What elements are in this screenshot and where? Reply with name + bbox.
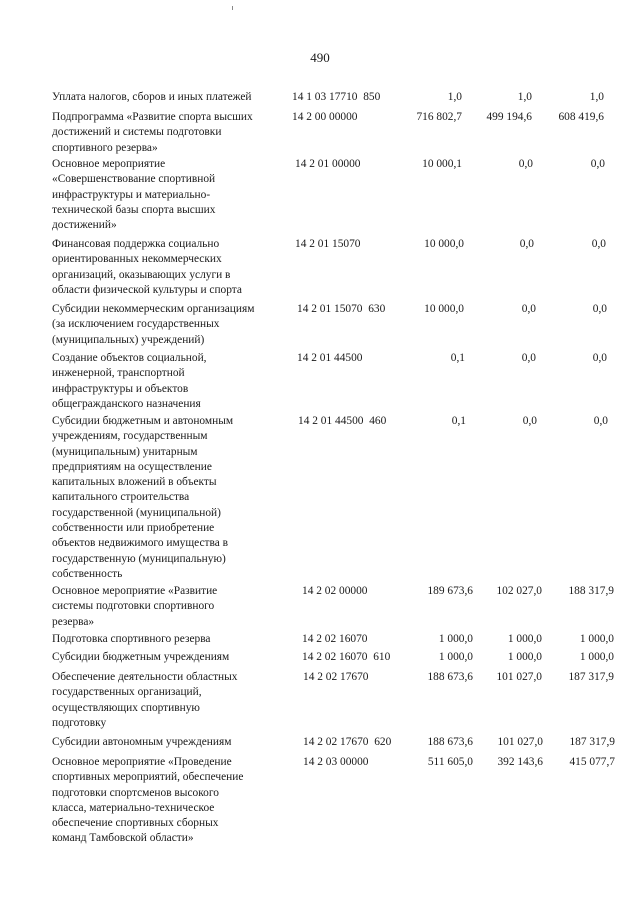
row-value-3: 0,0 (590, 158, 605, 170)
row-value-3: 0,0 (592, 352, 607, 364)
row-code: 14 2 01 15070 (295, 238, 361, 250)
row-value-2: 101 027,0 (496, 671, 542, 683)
row-value-1: 716 802,7 (416, 111, 462, 123)
row-value-2: 0,0 (519, 238, 534, 250)
row-value-3: 1,0 (589, 91, 604, 103)
row-name: Субсидии бюджетным учреждениям (52, 651, 230, 663)
row-value-2: 1,0 (517, 91, 532, 103)
row-value-1: 10 000,0 (424, 303, 464, 315)
row-code: 14 2 01 44500 460 (298, 415, 387, 427)
row-name: Субсидии автономным учреждениям (52, 736, 232, 748)
row-name: Подготовка спортивного резерва (52, 633, 211, 645)
row-code: 14 1 03 17710 850 (292, 91, 381, 103)
row-name: Обеспечение деятельности областных государственных организаций, осуществляющих спортивную подготовку (52, 671, 238, 729)
row-value-1: 10 000,1 (422, 158, 462, 170)
row-name: Уплата налогов, сборов и иных платежей (52, 91, 252, 103)
row-value-1: 0,1 (451, 415, 466, 427)
page-number: 490 (310, 50, 330, 65)
row-value-1: 1 000,0 (438, 633, 473, 645)
row-code: 14 2 02 17670 (303, 671, 369, 683)
row-value-2: 1 000,0 (507, 633, 542, 645)
row-name: Подпрограмма «Развитие спорта высших достижений и системы подготовки спортивного резерва» (52, 111, 253, 154)
row-value-3: 0,0 (591, 238, 606, 250)
row-value-2: 101 027,0 (497, 736, 543, 748)
row-value-2: 0,0 (522, 415, 537, 427)
row-code: 14 2 00 00000 (292, 111, 358, 123)
row-value-3: 187 317,9 (568, 671, 614, 683)
row-value-2: 0,0 (521, 303, 536, 315)
row-value-3: 608 419,6 (558, 111, 604, 123)
row-name: Основное мероприятие «Развитие системы подготовки спортивного резерва» (52, 585, 218, 628)
row-value-3: 1 000,0 (579, 651, 614, 663)
row-code: 14 2 01 15070 630 (297, 303, 386, 315)
row-value-3: 188 317,9 (568, 585, 614, 597)
row-value-3: 415 077,7 (569, 756, 615, 768)
row-value-1: 0,1 (450, 352, 465, 364)
row-code: 14 2 01 44500 (297, 352, 363, 364)
row-value-2: 0,0 (518, 158, 533, 170)
row-value-2: 499 194,6 (486, 111, 532, 123)
row-code: 14 2 02 17670 620 (303, 736, 392, 748)
row-value-3: 187 317,9 (569, 736, 615, 748)
row-name: Создание объектов социальной, инженерной, транспортной инфраструктуры и объектов общегражданского назначения (52, 352, 207, 410)
row-value-1: 1 000,0 (438, 651, 473, 663)
row-value-3: 1 000,0 (579, 633, 614, 645)
row-value-1: 189 673,6 (427, 585, 473, 597)
row-name: Финансовая поддержка социально ориентированных некоммерческих организаций, оказывающих услуги в области физической культуры и спорта (52, 238, 242, 296)
row-value-2: 102 027,0 (496, 585, 542, 597)
row-value-1: 188 673,6 (427, 671, 473, 683)
row-code: 14 2 02 16070 610 (302, 651, 391, 663)
row-name: Основное мероприятие «Совершенствование спортивной инфраструктуры и материально- технической базы спорта высших достижений» (52, 158, 216, 232)
row-value-1: 511 605,0 (427, 756, 473, 768)
row-name: Субсидии бюджетным и автономным учреждениям, государственным (муниципальным) унитарным предприятиям на осуществление капитальных вложений в объекты капитального строительства государственной (муниципальной) собственности или приобретение объектов недвижимого имущества в государственную (муниципальную) собственность (52, 415, 234, 580)
row-name: Основное мероприятие «Проведение спортивных мероприятий, обеспечение подготовки спортсменов высокого класса, материально-техническое обеспечение спортивных сборных команд Тамбовской области» (52, 756, 244, 845)
row-code: 14 2 03 00000 (303, 756, 369, 768)
row-value-1: 10 000,0 (424, 238, 464, 250)
row-value-3: 0,0 (592, 303, 607, 315)
row-value-1: 188 673,6 (427, 736, 473, 748)
row-name: Субсидии некоммерческим организациям (за исключением государственных (муниципальных) учреждений) (52, 303, 255, 346)
row-value-1: 1,0 (447, 91, 462, 103)
row-code: 14 2 02 00000 (302, 585, 368, 597)
row-value-3: 0,0 (593, 415, 608, 427)
row-code: 14 2 01 00000 (295, 158, 361, 170)
row-value-2: 0,0 (521, 352, 536, 364)
row-value-2: 392 143,6 (497, 756, 543, 768)
scan-mark (232, 6, 233, 10)
row-code: 14 2 02 16070 (302, 633, 368, 645)
row-value-2: 1 000,0 (507, 651, 542, 663)
